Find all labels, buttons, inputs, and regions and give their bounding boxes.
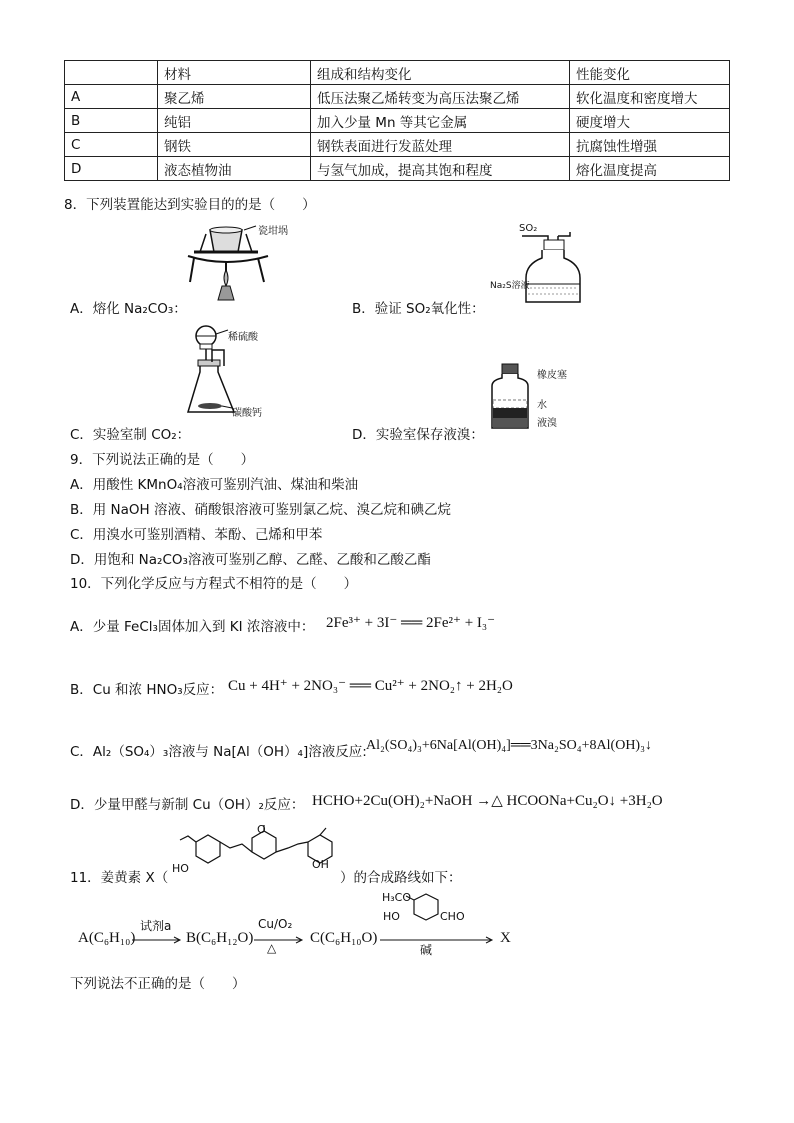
table-row <box>65 85 730 109</box>
table-cell: 加入少量 Mn 等其它金属 <box>311 109 570 133</box>
vanillin-ho-label: HO <box>383 910 400 923</box>
arrow-icon <box>380 936 496 944</box>
question-10-option-c-equation: Al₂(SO₄)₃+6Na[Al(OH)₄]══3Na₂SO₄+8Al(OH)₃↓ <box>366 738 652 753</box>
question-8-option-b: B．验证 SO₂氧化性： <box>352 301 485 317</box>
arrow-icon <box>132 936 184 944</box>
question-11-stem-prefix: 11．姜黄素 X（ <box>70 870 169 886</box>
question-10-stem: 10．下列化学反应与方程式不相符的是（ ） <box>70 576 358 592</box>
base-condition: 碱 <box>420 943 433 957</box>
curcumin-ho-label: HO <box>172 862 189 875</box>
reagent-a-label: 试剂a <box>140 919 172 933</box>
question-9-option-d: D．用饱和 Na₂CO₃溶液可鉴别乙醇、乙醛、乙酸和乙酸乙酯 <box>70 552 431 568</box>
table-cell: 液态植物油 <box>158 157 311 181</box>
liquid-bromine-label: 液溴 <box>537 418 557 429</box>
question-10-option-a-text: A．少量 FeCl₃固体加入到 KI 浓溶液中： <box>70 619 315 635</box>
arrow-icon <box>254 936 306 944</box>
question-8-stem: 8．下列装置能达到实验目的的是（ ） <box>64 197 316 213</box>
table-cell: 聚乙烯 <box>158 85 311 109</box>
question-10-option-d-equation: HCHO+2Cu(OH)₂+NaOH →△ HCOONa+Cu₂O↓ +3H₂O <box>312 793 663 809</box>
aldehyde-label: CHO <box>440 910 465 923</box>
dilute-sulfuric-acid-label: 稀硫酸 <box>228 332 258 343</box>
table-cell: 组成和结构变化 <box>311 61 570 85</box>
table-cell: 低压法聚乙烯转变为高压法聚乙烯 <box>311 85 570 109</box>
table-cell: A <box>65 85 158 109</box>
table-cell: 钢铁 <box>158 133 311 157</box>
so2-gas-label: SO₂ <box>519 223 538 234</box>
gas-washing-bottle-figure <box>518 222 588 308</box>
route-compound-b: B(C₆H₁₂O) <box>186 930 254 946</box>
heat-condition: △ <box>267 941 277 955</box>
na2s-solution-label: Na₂S溶液 <box>490 281 530 291</box>
table-cell: 纯铝 <box>158 109 311 133</box>
question-11-ask: 下列说法不正确的是（ ） <box>70 976 246 992</box>
table-cell: D <box>65 157 158 181</box>
table-row <box>65 157 730 181</box>
methoxy-label: H₃CO <box>382 891 412 904</box>
table-cell: 抗腐蚀性增强 <box>570 133 730 157</box>
question-9-option-a: A．用酸性 KMnO₄溶液可鉴别汽油、煤油和柴油 <box>70 477 359 493</box>
question-10-option-d-text: D．少量甲醛与新制 Cu（OH）₂反应： <box>70 797 305 813</box>
table-cell: 熔化温度提高 <box>570 157 730 181</box>
table-cell: 性能变化 <box>570 61 730 85</box>
water-label: 水 <box>537 400 547 411</box>
comparison-table <box>64 60 730 181</box>
question-9-option-c: C．用溴水可鉴别酒精、苯酚、己烯和甲苯 <box>70 527 323 543</box>
question-11-stem-suffix: ）的合成路线如下： <box>340 870 462 886</box>
rubber-stopper-label: 橡皮塞 <box>537 370 567 381</box>
question-10-option-a-equation: 2Fe³⁺ + 3I⁻ ══ 2Fe²⁺ + I₃⁻ <box>326 615 496 631</box>
route-compound-c: C(C₆H₁₀O) <box>310 930 378 946</box>
table-header-row <box>65 61 730 85</box>
table-cell <box>65 61 158 85</box>
table-cell: 钢铁表面进行发蓝处理 <box>311 133 570 157</box>
curcumin-oh-label: OH <box>312 858 329 871</box>
question-9-option-b: B．用 NaOH 溶液、硝酸银溶液可鉴别氯乙烷、溴乙烷和碘乙烷 <box>70 502 451 518</box>
table-cell: 软化温度和密度增大 <box>570 85 730 109</box>
question-9-stem: 9．下列说法正确的是（ ） <box>70 452 255 468</box>
calcium-carbonate-label: 碳酸钙 <box>232 408 262 419</box>
table-cell: C <box>65 133 158 157</box>
question-10-option-b-equation: Cu + 4H⁺ + 2NO₃⁻ ══ Cu²⁺ + 2NO₂↑ + 2H₂O <box>228 678 513 694</box>
bromine-bottle-figure <box>488 362 538 432</box>
crucible-label: 瓷坩埚 <box>258 226 288 237</box>
table-cell: 与氢气加成，提高其饱和程度 <box>311 157 570 181</box>
question-8-option-d: D．实验室保存液溴： <box>352 427 484 443</box>
table-row <box>65 133 730 157</box>
cu-o2-condition: Cu/O₂ <box>258 917 293 931</box>
route-product-x: X <box>500 930 511 946</box>
route-compound-a: A(C₆H₁₀) <box>78 930 136 946</box>
question-10-option-b-text: B．Cu 和浓 HNO₃反应： <box>70 682 224 698</box>
table-row <box>65 109 730 133</box>
curcumin-carbonyl-o: O <box>257 823 266 836</box>
question-8-option-a: A．熔化 Na₂CO₃： <box>70 301 187 317</box>
question-8-option-c: C．实验室制 CO₂： <box>70 427 191 443</box>
table-cell: 硬度增大 <box>570 109 730 133</box>
table-cell: 材料 <box>158 61 311 85</box>
table-cell: B <box>65 109 158 133</box>
question-10-option-c-text: C．Al₂（SO₄）₃溶液与 Na[Al（OH）₄]溶液反应: <box>70 744 367 760</box>
